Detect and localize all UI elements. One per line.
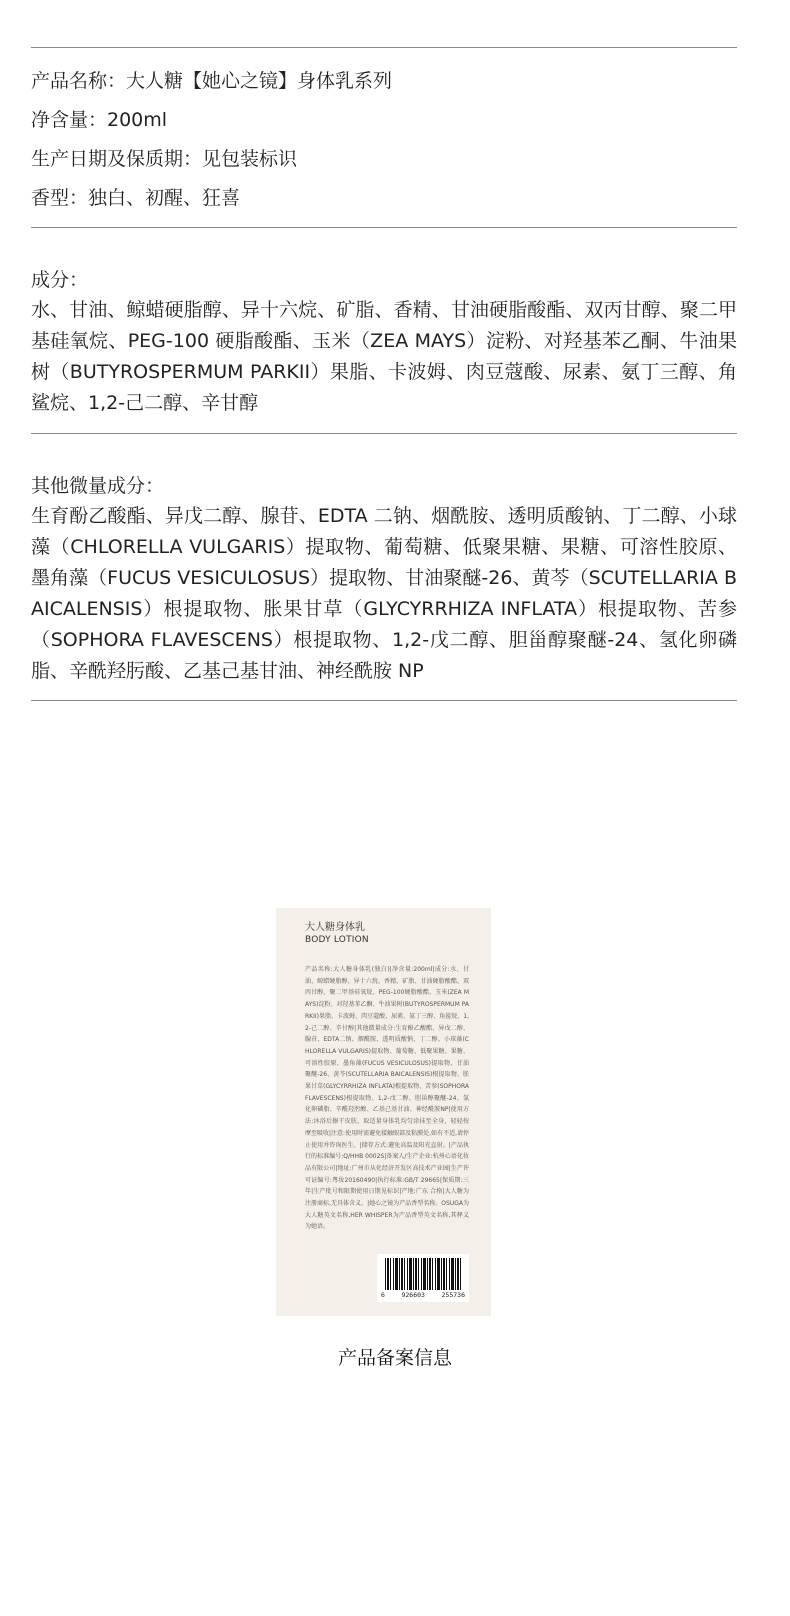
ingredients-title: 成分： (31, 269, 89, 291)
filing-info-caption: 产品备案信息 (337, 1347, 452, 1369)
trace-ingredients-title: 其他微量成分： (31, 475, 165, 497)
barcode-bars (385, 1258, 461, 1290)
ingredients-text: 水、甘油、鲸蜡硬脂醇、异十六烷、矿脂、香精、甘油硬脂酸酯、双丙甘醇、聚二甲基硅氧烷、PEG-100 硬脂酸酯、玉米（ZEA MAYS）淀粉、对羟基苯乙酮、牛油果树（BUTYROSPERMUM PARKII）果脂、卡波姆、肉豆蔻酸、尿素、氨丁三醇、角鲨烷、1,2-己二醇、辛甘醇 (31, 299, 737, 414)
product-name-line: 产品名称：大人糖【她心之镜】身体乳系列 (31, 70, 393, 92)
production-date-line: 生产日期及保质期：见包装标识 (31, 148, 298, 170)
top-divider (31, 47, 737, 48)
label-fine-print: 产品名称:大人糖身体乳(独白)|净含量:200ml|成分:水、甘油、鲸蜡硬脂醇、异十六烷、香精、矿脂、甘油硬脂酸酯、双丙甘醇、聚二甲基硅氧烷、PEG-100硬脂酸酯、玉米(ZEA MAYS)淀粉、对羟基苯乙酮、牛油果树(BUTYROSPERMUM PARKII)果脂、卡波姆、肉豆蔻酸、尿素、氨丁三醇、角鲨烷、1,2-己二醇、辛甘醇|其他微量成分:生育酚乙酸酯、异戊二醇、腺苷、EDTA二钠、烟酰胺、透明质酸钠、丁二醇、小球藻(CHLORELLA VULGARIS)提取物、葡萄糖、低聚果糖、果糖、可溶性胶原、墨角藻(FUCUS VESICULOSUS)提取物、甘油聚醚-26、黄芩(SCUTELLARIA BAICALENSIS)根提取物、胀果甘草(GLYCYRRHIZA INFLATA)根提取物、苦参(SOPHORA FLAVESCENS)根提取物、1,2-戊二醇、胆甾醇聚醚-24、氢化卵磷脂、辛酰羟肟酸、乙基己基甘油、神经酰胺NP|使用方法:沐浴后擦干皮肤，取适量身体乳均匀涂抹至全身，轻轻按摩至吸收|注意:使用时需避免接触眼部及粘膜处,如有不适,请停止使用并咨询医生。|储存方式:避免高温及阳光直射。|产品执行的标准编号:Q/HHB 0002S|备案人/生产企业:杭州心语化妆品有限公司|地址:广州市从化经济开发区高技术产业园|生产许可证编号:粤妆20160490|执行标准:GB/T 29665|保质期:三年|生产批号和限期使用日期见标识|产地:广东 合格|大人糖为注册商标,无具体含义。|她心之镜为产品香型名称。OSUGA为大人糖英文名称,HER WHISPER为产品香型英文名称,其释义为她语。 (305, 966, 469, 1231)
product-label-image (276, 908, 491, 1316)
barcode-digit-prefix: 6 (381, 1291, 385, 1299)
label-product-name: 大人糖身体乳 (305, 922, 365, 933)
barcode (377, 1254, 469, 1302)
label-subtitle: BODY LOTION (305, 935, 369, 945)
trace-ingredients-text: 生育酚乙酸酯、异戊二醇、腺苷、EDTA 二钠、烟酰胺、透明质酸钠、丁二醇、小球藻（CHLORELLA VULGARIS）提取物、葡萄糖、低聚果糖、果糖、可溶性胶原、墨角藻（FUCUS VESICULOSUS）提取物、甘油聚醚-26、黄芩（SCUTELLARIA BAICALENSIS）根提取物、胀果甘草（GLYCYRRHIZA INFLATA）根提取物、苦参（SOPHORA FLAVESCENS）根提取物、1,2-戊二醇、胆甾醇聚醚-24、氢化卵磷脂、辛酰羟肟酸、乙基己基甘油、神经酰胺 NP (31, 505, 737, 682)
scent-line: 香型：独白、初醒、狂喜 (31, 187, 241, 209)
info-divider (31, 227, 737, 228)
net-volume-line: 净含量：200ml (31, 109, 168, 131)
trace-ingredients-divider (31, 700, 737, 701)
barcode-digit-group-2: 255736 (441, 1291, 465, 1299)
barcode-digit-group-1: 926603 (401, 1291, 425, 1299)
ingredients-divider (31, 433, 737, 434)
barcode-digits (377, 1291, 469, 1300)
